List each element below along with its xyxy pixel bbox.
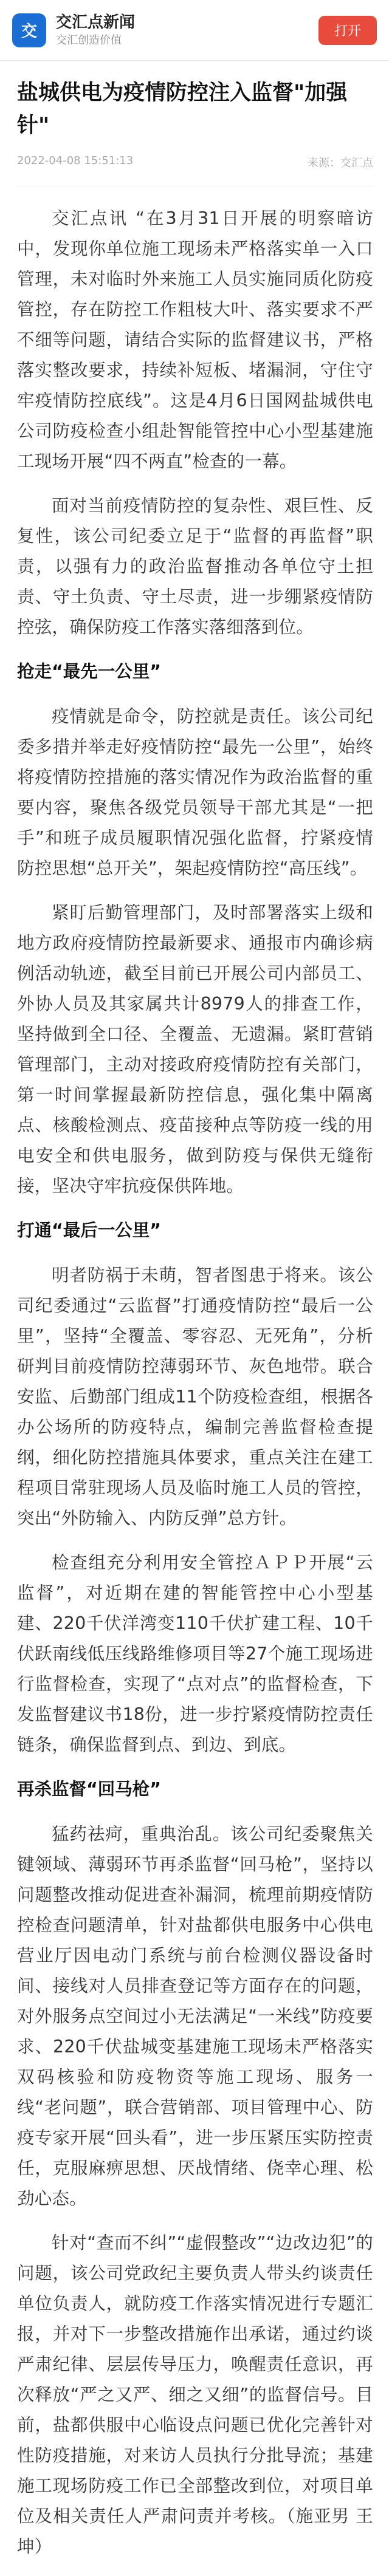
app-banner	[0, 0, 389, 61]
paragraph: 检查组充分利用安全管控ＡＰＰ开展“云监督”，对近期在建的智能管控中心小型基建、220千伏洋湾变110千伏扩建工程、10千伏跃南线低压线路维修项目等27个施工现场进行监督检查，实现了“点对点”的监督检查，下发监督建议书18份，进一步拧紧疫情防控责任链条，确保监督到点、到边、到底。	[17, 1553, 373, 1755]
section-heading: 抢走“最先一公里”	[17, 661, 161, 682]
article-meta	[17, 154, 373, 170]
app-info	[56, 12, 318, 49]
paragraph: 面对当前疫情防控的复杂性、艰巨性、反复性，该公司纪委立足于“监督的再监督”职责，以强有力的政治监督推动各单位守土担责、守土负责、守土尽责，进一步绷紧疫情防控弦，确保防疫工作落实落细落到位。	[17, 496, 373, 637]
paragraph: 疫情就是命令，防控就是责任。该公司纪委多措并举走好疫情防控“最先一公里”，始终将疫情防控措施的落实情况作为政治监督的重要内容，聚焦各级党员领导干部尤其是“一把手”和班子成员履职情况强化监督，拧紧疫情防控思想“总开关”，架起疫情防控“高压线”。	[17, 706, 373, 878]
article-title: 盐城供电为疫情防控注入监督"加强针"	[17, 81, 348, 138]
paragraph: 交汇点讯 “在3月31日开展的明察暗访中，发现你单位施工现场未严格落实单一入口管理，未对临时外来施工人员实施同质化防疫管控，存在防控工作粗枝大叶、落实要求不严不细等问题，请结合实际的监督建议书，严格落实整改要求，持续补短板、堵漏洞，守住守牢疫情防控底线”。这是4月6日国网盐城供电公司防疫检查小组赴智能管控中心小型基建施工现场开展“四不两直”检查的一幕。	[17, 208, 373, 471]
section-heading: 打通“最后一公里”	[17, 1220, 161, 1240]
paragraph: 明者防祸于未萌，智者图患于将来。该公司纪委通过“云监督”打通疫情防控“最后一公里”，坚持“全覆盖、零容忍、无死角”，分析研判目前疫情防控薄弱环节、灰色地带。联合安监、后勤部门组成11个防疫检查组，根据各办公场所的防疫特点，编制完善监督检查提纲，细化防控措施具体要求，重点关注在建工程项目常驻现场人员及临时施工人员的管控，突出“外防输入、内防反弹”总方针。	[17, 1265, 373, 1528]
app-name: 交汇点新闻	[56, 13, 136, 32]
paragraph: 紧盯后勤管理部门，及时部署落实上级和地方政府疫情防控最新要求、通报市内确诊病例活动轨迹，截至目前已开展公司内部员工、外协人员及其家属共计8979人的排查工作，坚持做到全口径、全覆盖、无遗漏。紧盯营销管理部门，主动对接政府疫情防控有关部门，第一时间掌握最新防控信息，强化集中隔离点、核酸检测点、疫苗接种点等防疫一线的用电安全和供电服务，做到防疫与保供无缝衔接，坚决守牢抗疫保供阵地。	[17, 903, 373, 1196]
paragraph: 猛药祛疴，重典治乱。该公司纪委聚焦关键领域、薄弱环节再杀监督“回马枪”，坚持以问题整改推动促进查补漏洞，梳理前期疫情防控检查问题清单，针对盐都供电服务中心供电营业厅因电动门系统与前台检测仪器设备时间、接线对人员排查登记等方面存在的问题，对外服务点空间过小无法满足“一米线”防疫要求、220千伏盐城变基建施工现场未严格落实双码核验和防疫物资等施工现场、服务一线“老问题”，联合营销部、项目管理中心、防疫专家开展“回头看”，进一步压紧压实防控责任，克服麻痹思想、厌战情绪、侥幸心理、松劲心态。	[17, 1824, 373, 2209]
open-app-button[interactable]: 打开	[318, 16, 377, 45]
article-body	[0, 61, 389, 2576]
article-date: 2022-04-08 15:51:13	[17, 154, 134, 167]
app-slogan: 交汇创造价值	[56, 33, 122, 47]
section-heading: 再杀监督“回马枪”	[17, 1779, 161, 1799]
article-source: 来源：交汇点	[308, 157, 373, 169]
article-content	[17, 203, 373, 2562]
app-logo-icon: 交	[12, 13, 46, 47]
paragraph: 针对“查而不纠”“虚假整改”“边改边犯”的问题，该公司党政纪主要负责人带头约谈责任单位负责人，就防疫工作落实情况进行专题汇报，并对下一步整改措施作出承诺，通过约谈严肃纪律、层层传导压力，唤醒责任意识，再次释放“严之又严、细之又细”的监督信号。目前，盐都供服中心临设点问题已优化完善针对性防疫措施，对来访人员执行分批导流；基建施工现场防疫工作已全部整改到位，对项目单位及相关责任人严肃问责并考核。（施亚男 王坤）	[17, 2233, 373, 2557]
